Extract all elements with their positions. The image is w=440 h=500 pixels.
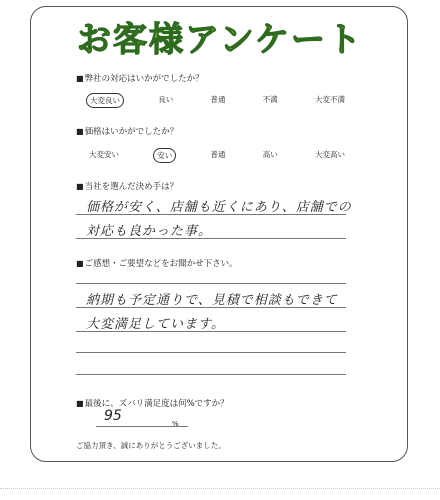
option-price-3[interactable]: 普通 <box>210 150 226 159</box>
answer-feedback-line1: 納期も予定通りで、見積で相談もできて <box>86 293 338 308</box>
option-price-2[interactable]: 安い <box>153 148 176 163</box>
option-price-4[interactable]: 高い <box>262 150 278 159</box>
answer-line <box>76 238 346 239</box>
question-price: ■ 価格はいかがでしたか？ <box>76 125 178 137</box>
question-reason: ■ 当社を選んだ決め手は？ <box>76 180 178 192</box>
option-service-4[interactable]: 不満 <box>262 95 278 104</box>
answer-line <box>76 307 346 308</box>
option-service-1[interactable]: 大変良い <box>86 93 124 108</box>
question-satisfaction: ■ 最後に、ズバリ満足度は何%ですか？ <box>76 397 229 409</box>
divider <box>0 488 440 489</box>
page-title: お客様アンケート <box>77 20 363 60</box>
question-service: ■ 弊社の対応はいかがでしたか？ <box>76 72 204 84</box>
option-service-2[interactable]: 良い <box>158 95 174 104</box>
option-price-1[interactable]: 大変安い <box>89 150 119 159</box>
question-feedback: ■ ご感想・ご要望などをお聞かせ下さい。 <box>76 257 238 269</box>
answer-feedback-line2: 大変満足しています。 <box>86 317 225 332</box>
option-price-5[interactable]: 大変高い <box>315 150 345 159</box>
answer-reason-line2: 対応も良かった事。 <box>86 224 213 239</box>
options-service <box>86 93 348 108</box>
answer-line <box>76 374 346 375</box>
answer-reason-line1: 価格が安く、店舗も近くにあり、店舗での <box>86 200 352 215</box>
answer-line <box>76 352 346 353</box>
satisfaction-value: 95 <box>104 408 122 424</box>
option-service-3[interactable]: 普通 <box>210 95 226 104</box>
percent-unit: % <box>172 420 179 428</box>
answer-line <box>76 283 346 284</box>
options-price <box>86 148 348 163</box>
thanks-text: ご協力頂き、誠にありがとうございました。 <box>76 441 226 450</box>
option-service-5[interactable]: 大変不満 <box>315 95 345 104</box>
answer-line <box>76 214 346 215</box>
answer-line <box>76 331 346 332</box>
